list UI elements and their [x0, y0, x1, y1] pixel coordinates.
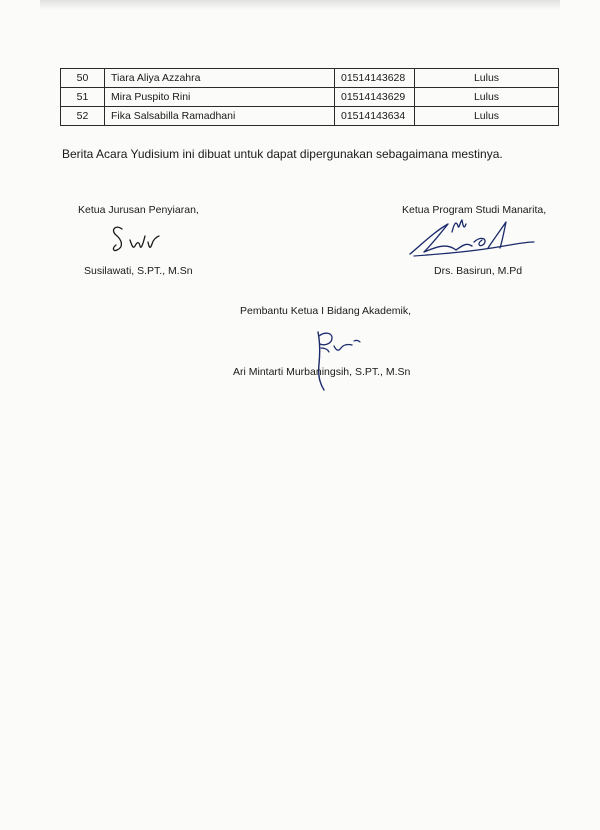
row-number: 50 [61, 69, 105, 88]
student-name: Mira Puspito Rini [105, 88, 335, 107]
left-signatory-title: Ketua Jurusan Penyiaran, [78, 204, 199, 216]
right-signature [400, 212, 540, 264]
student-status: Lulus [415, 107, 559, 126]
left-signatory-name: Susilawati, S.PT., M.Sn [84, 265, 193, 277]
student-nim: 01514143629 [335, 88, 415, 107]
center-signature [308, 328, 368, 398]
students-table [60, 68, 559, 126]
student-status: Lulus [415, 88, 559, 107]
right-signatory-title: Ketua Program Studi Manarita, [402, 204, 547, 216]
center-signatory-name: Ari Mintarti Murbaningsih, S.PT., M.Sn [233, 366, 411, 378]
right-signatory-name: Drs. Basirun, M.Pd [434, 265, 523, 277]
student-status: Lulus [415, 69, 559, 88]
student-name: Tiara Aliya Azzahra [105, 69, 335, 88]
student-name: Fika Salsabilla Ramadhani [105, 107, 335, 126]
student-nim: 01514143628 [335, 69, 415, 88]
student-nim: 01514143634 [335, 107, 415, 126]
table-row [61, 88, 559, 107]
closing-statement: Berita Acara Yudisium ini dibuat untuk dapat dipergunakan sebagaimana mestinya. [62, 147, 503, 161]
table-row [61, 69, 559, 88]
row-number: 52 [61, 107, 105, 126]
row-number: 51 [61, 88, 105, 107]
table-row [61, 107, 559, 126]
scan-edge-shadow [40, 0, 560, 10]
center-signatory-title: Pembantu Ketua I Bidang Akademik, [240, 305, 412, 317]
left-signature [108, 220, 168, 258]
